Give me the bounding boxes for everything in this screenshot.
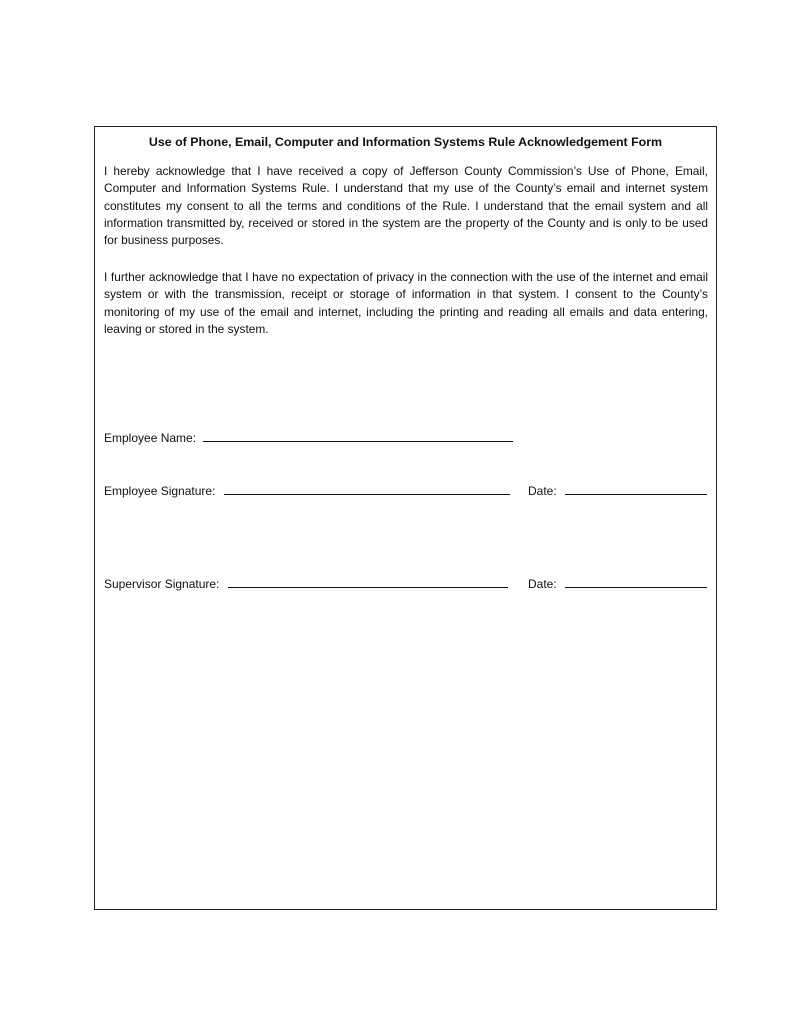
supervisor-signature-line[interactable] — [228, 574, 508, 588]
employee-signature-label: Employee Signature: — [104, 484, 216, 498]
employee-date-field — [528, 481, 707, 498]
acknowledgement-form — [94, 126, 717, 910]
supervisor-date-field — [528, 574, 707, 591]
employee-signature-field — [104, 481, 510, 498]
employee-date-label: Date: — [528, 484, 557, 498]
supervisor-signature-field — [104, 574, 508, 591]
privacy-paragraph: I further acknowledge that I have no expectation of privacy in the connection with the use of the internet and email system or with the transmission, receipt or storage of information in that system. I consent to the County’s monitoring of my use of the email and internet, including the printing and reading all emails and data entering, leaving or stored in the system. — [104, 270, 708, 336]
employee-name-line[interactable] — [203, 428, 513, 442]
supervisor-date-label: Date: — [528, 577, 557, 591]
employee-signature-line[interactable] — [224, 481, 510, 495]
supervisor-date-line[interactable] — [565, 574, 707, 588]
employee-name-label: Employee Name: — [104, 431, 197, 445]
employee-date-line[interactable] — [565, 481, 707, 495]
form-title: Use of Phone, Email, Computer and Information Systems Rule Acknowledgement Form — [148, 135, 663, 149]
employee-name-field — [104, 428, 513, 445]
acknowledgement-paragraph: I hereby acknowledge that I have received a copy of Jefferson County Commission’s Use of Phone, Email, Computer and Information Systems Rule. I understand that my use of the County’s email and internet system constitutes my consent to all the terms and conditions of the Rule. I understand that the email system and all information transmitted by, received or stored in the system are the property of the County and is only to be used for business purposes. — [104, 164, 708, 248]
supervisor-signature-label: Supervisor Signature: — [104, 577, 220, 591]
